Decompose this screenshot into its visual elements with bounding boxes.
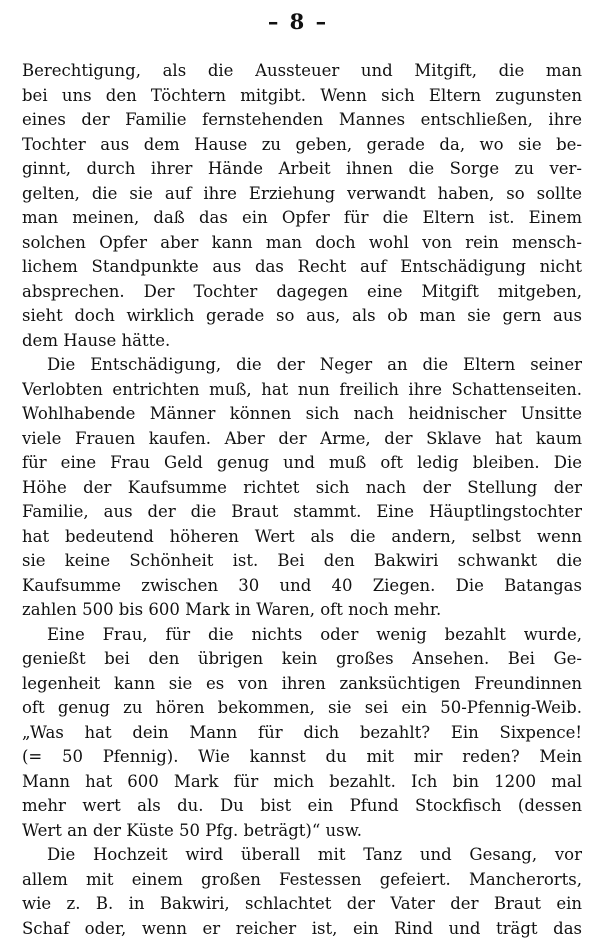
text-line: mehr wert als du. Du bist ein Pfund Stockfisch (dessen — [22, 794, 582, 819]
text-line: eines der Familie fernstehenden Mannes entschließen, ihre — [22, 108, 582, 133]
text-line: Kaufsumme zwischen 30 und 40 Ziegen. Die Batangas — [22, 574, 582, 599]
text-line: Schaf oder, wenn er reicher ist, ein Rind und trägt das — [22, 917, 582, 941]
text-line: für eine Frau Geld genug und muß oft ledig bleiben. Die — [22, 451, 582, 476]
text-line: bei uns den Töchtern mitgibt. Wenn sich Eltern zugunsten — [22, 84, 582, 109]
text-line: sie keine Schönheit ist. Bei den Bakwiri schwankt die — [22, 549, 582, 574]
text-line: oft genug zu hören bekommen, sie sei ein 50-Pfennig-Weib. — [22, 696, 582, 721]
text-line: gelten, die sie auf ihre Erziehung verwandt haben, so sollte — [22, 182, 582, 207]
text-line: absprechen. Der Tochter dagegen eine Mitgift mitgeben, — [22, 280, 582, 305]
text-line: sieht doch wirklich gerade so aus, als ob man sie gern aus — [22, 304, 582, 329]
page-number: – 8 – — [0, 8, 596, 36]
text-line: Familie, aus der die Braut stammt. Eine Häuptlingstochter — [22, 500, 582, 525]
text-line: Höhe der Kaufsumme richtet sich nach der Stellung der — [22, 476, 582, 501]
paragraph — [22, 843, 582, 941]
text-line: dem Hause hätte. — [22, 329, 582, 354]
text-line: hat bedeutend höheren Wert als die andern, selbst wenn — [22, 525, 582, 550]
text-line: (= 50 Pfennig). Wie kannst du mit mir reden? Mein — [22, 745, 582, 770]
text-line: Eine Frau, für die nichts oder wenig bezahlt wurde, — [22, 623, 582, 648]
text-line: Die Entschädigung, die der Neger an die Eltern seiner — [22, 353, 582, 378]
paragraph — [22, 353, 582, 623]
text-line: zahlen 500 bis 600 Mark in Waren, oft noch mehr. — [22, 598, 582, 623]
text-line: Tochter aus dem Hause zu geben, gerade da, wo sie be- — [22, 133, 582, 158]
text-line: viele Frauen kaufen. Aber der Arme, der Sklave hat kaum — [22, 427, 582, 452]
text-line: Die Hochzeit wird überall mit Tanz und Gesang, vor — [22, 843, 582, 868]
text-line: Verlobten entrichten muß, hat nun freilich ihre Schattenseiten. — [22, 378, 582, 403]
text-line: genießt bei den übrigen kein großes Ansehen. Bei Ge- — [22, 647, 582, 672]
text-line: solchen Opfer aber kann man doch wohl von rein mensch- — [22, 231, 582, 256]
paragraph — [22, 623, 582, 844]
text-line: lichem Standpunkte aus das Recht auf Entschädigung nicht — [22, 255, 582, 280]
body-text — [22, 59, 582, 941]
text-line: allem mit einem großen Festessen gefeiert. Mancherorts, — [22, 868, 582, 893]
text-line: wie z. B. in Bakwiri, schlachtet der Vater der Braut ein — [22, 892, 582, 917]
text-line: Mann hat 600 Mark für mich bezahlt. Ich bin 1200 mal — [22, 770, 582, 795]
paragraph — [22, 59, 582, 353]
text-line: man meinen, daß das ein Opfer für die Eltern ist. Einem — [22, 206, 582, 231]
text-line: Wohlhabende Männer können sich nach heidnischer Unsitte — [22, 402, 582, 427]
text-line: Berechtigung, als die Aussteuer und Mitgift, die man — [22, 59, 582, 84]
text-line: ginnt, durch ihrer Hände Arbeit ihnen die Sorge zu ver- — [22, 157, 582, 182]
text-line: „Was hat dein Mann für dich bezahlt? Ein Sixpence! — [22, 721, 582, 746]
text-line: legenheit kann sie es von ihren zanksüchtigen Freundinnen — [22, 672, 582, 697]
text-line: Wert an der Küste 50 Pfg. beträgt)“ usw. — [22, 819, 582, 844]
